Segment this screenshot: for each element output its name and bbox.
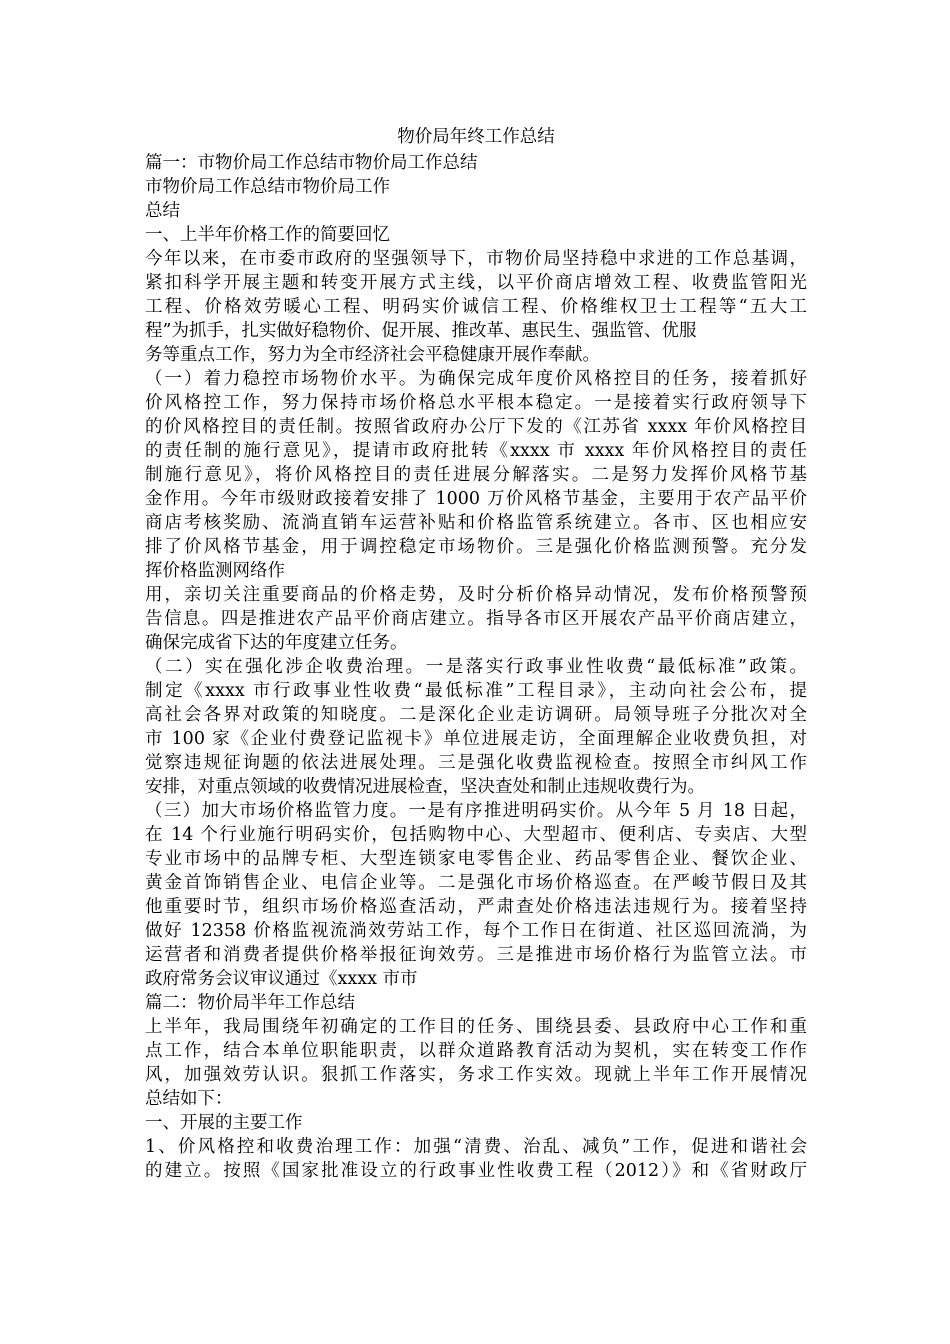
text-line: 一、开展的主要工作 xyxy=(145,1113,303,1133)
text-line: 政府常务会议审议通过《xxxx 市市 xyxy=(145,969,418,989)
text-line: 今年以来，在市委市政府的坚强领导下，市物价局坚持稳中求进的工作总基调， xyxy=(145,249,807,269)
text-line: 高社会各界对政策的知晓度。二是深化企业走访调研。局领导班子分批次对全 xyxy=(145,705,807,725)
text-line: 他重要时节，组织市场价格巡查活动，严肃查处价格违法违规行为。接着坚持 xyxy=(145,897,807,917)
text-line: 在 14 个行业施行明码实价，包括购物中心、大型超市、便利店、专卖店、大型 xyxy=(145,825,807,845)
text-line: 市物价局工作总结市物价局工作 xyxy=(145,177,390,197)
text-line: 市 100 家《企业付费登记监视卡》单位进展走访，全面理解企业收费负担，对 xyxy=(145,729,807,749)
text-line: 篇一：市物价局工作总结市物价局工作总结 xyxy=(145,153,478,173)
document-title: 物价局年终工作总结 xyxy=(397,127,555,147)
text-line: 程”为抓手，扎实做好稳物价、促开展、推改革、惠民生、强监管、优服 xyxy=(145,321,697,341)
text-line: （二）实在强化涉企收费治理。一是落实行政事业性收费“最低标准”政策。 xyxy=(145,657,807,677)
text-line: 告信息。四是推进农产品平价商店建立。指导各市区开展农产品平价商店建立， xyxy=(145,609,807,629)
text-line: 制定《xxxx 市行政事业性收费“最低标准”工程目录》，主动向社会公布，提 xyxy=(145,681,807,701)
text-line: 点工作，结合本单位职能职责，以群众道路教育活动为契机，实在转变工作作 xyxy=(145,1041,807,1061)
text-line: 价风格控工作，努力保持市场价格总水平根本稳定。一是接着实行政府领导下 xyxy=(145,393,807,413)
text-line: 黄金首饰销售企业、电信企业等。二是强化市场价格巡查。在严峻节假日及其 xyxy=(145,873,807,893)
text-line: 风，加强效劳认识。狠抓工作落实，务求工作实效。现就上半年工作开展情况 xyxy=(145,1065,807,1085)
text-line: 挥价格监测网络作 xyxy=(145,561,285,581)
text-line: 排了价风格节基金，用于调控稳定市场物价。三是强化价格监测预警。充分发 xyxy=(145,537,807,557)
text-line: 总结 xyxy=(145,201,180,221)
text-line: 务等重点工作，努力为全市经济社会平稳健康开展作奉献。 xyxy=(145,345,600,365)
text-line: 用，亲切关注重要商品的价格走势，及时分析价格异动情况，发布价格预警预 xyxy=(145,585,807,605)
text-line: 工程、价格效劳暖心工程、明码实价诚信工程、价格维权卫士工程等“五大工 xyxy=(145,297,807,317)
text-line: 确保完成省下达的年度建立任务。 xyxy=(145,633,408,653)
text-line: 总结如下： xyxy=(145,1089,233,1109)
document-text-lines xyxy=(145,151,807,1183)
text-line: 的责任制的施行意见》，提请市政府批转《xxxx 市 xxxx 年价风格控目的责任 xyxy=(145,441,807,461)
text-line: 篇二：物价局半年工作总结 xyxy=(145,993,355,1013)
text-line: 紧扣科学开展主题和转变开展方式主线，以平价商店增效工程、收费监管阳光 xyxy=(145,273,807,293)
text-line: 商店考核奖励、流淌直销车运营补贴和价格监管系统建立。各市、区也相应安 xyxy=(145,513,807,533)
text-line: 上半年，我局围绕年初确定的工作目的任务、围绕县委、县政府中心工作和重 xyxy=(145,1017,807,1037)
text-line: 安排，对重点领域的收费情况进展检查，坚决查处和制止违规收费行为。 xyxy=(145,777,705,797)
text-line: （三）加大市场价格监管力度。一是有序推进明码实价。从今年 5 月 18 日起， xyxy=(145,801,807,821)
text-line: 制施行意见》，将价风格控目的责任进展分解落实。二是努力发挥价风格节基 xyxy=(145,465,807,485)
document-body xyxy=(145,123,807,1183)
text-line: 金作用。今年市级财政接着安排了 1000 万价风格节基金，主要用于农产品平价 xyxy=(145,489,807,509)
text-line: 运营者和消费者提供价格举报征询效劳。三是推进市场价格行为监管立法。市 xyxy=(145,945,807,965)
text-line: 专业市场中的品牌专柜、大型连锁家电零售企业、药品零售企业、餐饮企业、 xyxy=(145,849,807,869)
text-line: 1、价风格控和收费治理工作：加强“清费、治乱、减负”工作，促进和谐社会 xyxy=(145,1137,807,1157)
text-line: 做好 12358 价格监视流淌效劳站工作，每个工作日在街道、社区巡回流淌，为 xyxy=(145,921,807,941)
text-line: 的建立。按照《国家批准设立的行政事业性收费工程（2012）》和《省财政厅 xyxy=(145,1161,807,1181)
text-line: 一、上半年价格工作的简要回忆 xyxy=(145,225,390,245)
text-line: （一）着力稳控市场物价水平。为确保完成年度价风格控目的任务，接着抓好 xyxy=(145,369,807,389)
text-line: 觉察违规征询题的依法进展处理。三是强化收费监视检查。按照全市纠风工作 xyxy=(145,753,807,773)
text-line: 的价风格控目的责任制。按照省政府办公厅下发的《江苏省 xxxx 年价风格控目 xyxy=(145,417,807,437)
